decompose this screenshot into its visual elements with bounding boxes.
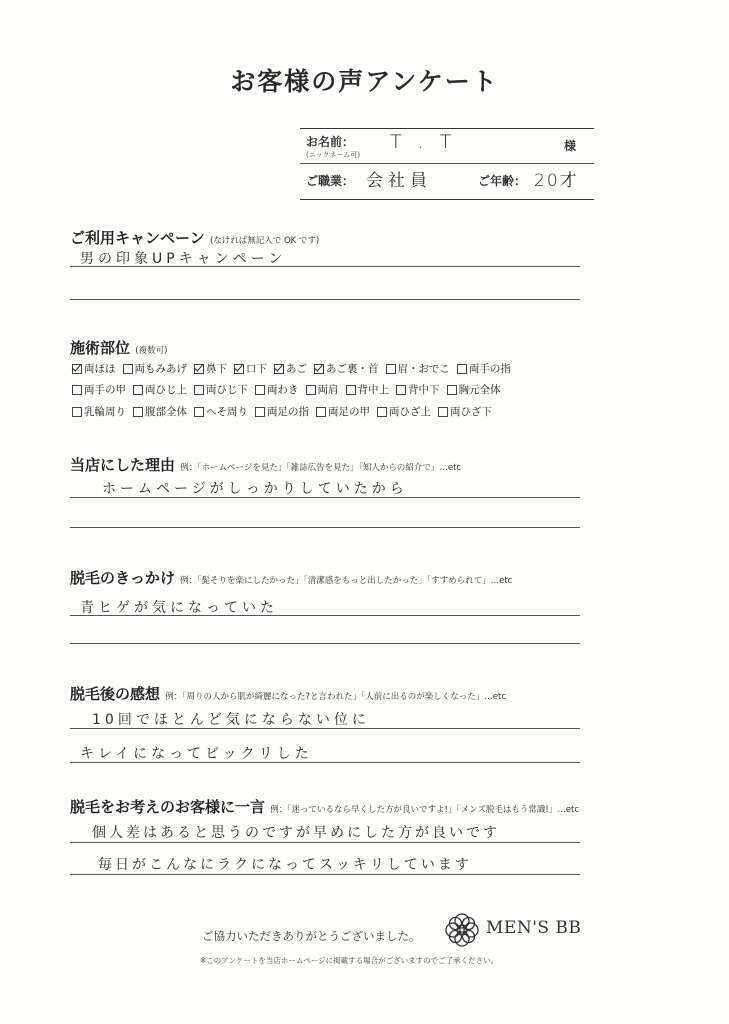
area-option-label: 両手の甲	[84, 384, 126, 396]
area-option-label: 両ひじ上	[145, 384, 187, 396]
message-answer-1: 個人差はあると思うのですが早めにした方が良いです	[92, 825, 500, 841]
checked-box-icon[interactable]	[234, 364, 244, 374]
area-option[interactable]	[396, 382, 440, 397]
notice-text: ※このアンケートを当店ホームページに掲載する場合がございますのでご了承ください。	[200, 956, 499, 965]
checkbox-icon[interactable]	[133, 385, 143, 395]
impression-heading	[70, 683, 506, 704]
area-option-label: 両ひざ上	[389, 406, 431, 418]
checked-box-icon[interactable]	[274, 364, 284, 374]
area-option-label: 両肩	[317, 384, 339, 396]
area-option-label: 口下	[246, 363, 267, 375]
checkbox-icon[interactable]	[133, 407, 143, 417]
reason-heading	[70, 454, 461, 475]
area-option-label: 鼻下	[206, 363, 227, 375]
area-option[interactable]	[314, 361, 379, 376]
area-option[interactable]	[438, 404, 492, 419]
area-option[interactable]	[234, 361, 267, 376]
area-option-label: 両ほほ	[84, 363, 116, 375]
age-value: 20才	[534, 171, 579, 191]
area-option[interactable]	[316, 404, 370, 419]
impression-answer-1: 10回でほとんど気にならない位に	[92, 712, 370, 728]
message-line-1	[70, 842, 580, 843]
area-option[interactable]	[306, 382, 339, 397]
checkbox-icon[interactable]	[447, 385, 457, 395]
age-label: ご年齢：	[478, 174, 527, 188]
area-option[interactable]	[194, 361, 227, 376]
reason-line-1	[70, 497, 580, 498]
checkbox-icon[interactable]	[386, 364, 396, 374]
area-option[interactable]	[457, 361, 511, 376]
area-option-label: あご裏・首	[326, 363, 379, 375]
area-option-label: 腹部全体	[145, 406, 187, 418]
checkbox-icon[interactable]	[255, 407, 265, 417]
checkbox-icon[interactable]	[316, 407, 326, 417]
trigger-line-2	[70, 643, 580, 644]
campaign-line-2	[70, 299, 580, 300]
reason-line-2	[70, 527, 580, 528]
area-option[interactable]	[194, 382, 248, 397]
campaign-note: (なければ無記入で OK です)	[209, 236, 320, 246]
area-option[interactable]	[274, 361, 307, 376]
checkbox-icon[interactable]	[438, 407, 448, 417]
area-option-label: 両もみあげ	[134, 363, 187, 375]
area-option-label: 背中上	[357, 384, 389, 396]
message-line-2	[70, 874, 580, 875]
area-row-1	[72, 361, 518, 377]
area-option-label: 両ひざ下	[450, 406, 492, 418]
area-option-label: 両わき	[267, 384, 299, 396]
trigger-heading	[70, 567, 512, 588]
checked-box-icon[interactable]	[194, 364, 204, 374]
area-row-2	[72, 382, 508, 398]
trigger-line-1	[70, 615, 580, 616]
sama-label: 様	[564, 139, 577, 153]
area-note: (複数可)	[135, 346, 168, 356]
checkbox-icon[interactable]	[194, 385, 204, 395]
area-option[interactable]	[255, 404, 309, 419]
checkbox-icon[interactable]	[377, 407, 387, 417]
name-value: T . T	[390, 131, 457, 153]
checkbox-icon[interactable]	[396, 385, 406, 395]
job-label: ご職業：	[306, 174, 355, 188]
impression-label: 脱毛後の感想	[70, 685, 161, 703]
page-title: お客様の声アンケート	[230, 67, 499, 96]
reason-answer: ホームページがしっかりしていたから	[102, 481, 408, 497]
checkbox-icon[interactable]	[255, 385, 265, 395]
trigger-note: 例：「髭そりを楽にしたかった」「清潔感をもっと出したかった」「すすめられて」…etc	[180, 576, 513, 586]
area-label: 施術部位	[70, 339, 131, 357]
area-option[interactable]	[377, 404, 431, 419]
area-row-3	[72, 404, 499, 420]
area-option[interactable]	[123, 361, 188, 376]
area-option-label: 胸元全体	[458, 384, 501, 396]
area-option-label: 両足の指	[267, 406, 309, 418]
campaign-heading	[70, 227, 319, 248]
area-option-label: 両手の指	[468, 363, 511, 375]
area-option[interactable]	[72, 382, 126, 397]
area-option-label: 眉・おでこ	[397, 363, 450, 375]
brand-name: MEN'S BB	[486, 918, 582, 938]
reason-label: 当店にした理由	[70, 456, 176, 474]
checkbox-icon[interactable]	[346, 385, 356, 395]
message-answer-2: 毎日がこんなにラクになってスッキリしています	[98, 857, 472, 873]
area-heading	[70, 337, 167, 358]
checked-box-icon[interactable]	[72, 364, 82, 374]
checkbox-icon[interactable]	[123, 364, 133, 374]
area-option[interactable]	[386, 361, 450, 376]
area-option-label: 両足の甲	[328, 406, 370, 418]
area-option-label: へそ周り	[206, 406, 248, 418]
area-option[interactable]	[133, 382, 187, 397]
campaign-label: ご利用キャンペーン	[70, 229, 205, 247]
campaign-answer: 男の印象UPキャンペーン	[80, 251, 287, 267]
checkbox-icon[interactable]	[457, 364, 467, 374]
thanks-text: ご協力いただきありがとうございました。	[202, 929, 421, 943]
message-note: 例：「迷っているなら早くした方が良いですよ!」「メンズ脱毛はもう常識!」…etc	[270, 805, 580, 815]
checkbox-icon[interactable]	[194, 407, 204, 417]
name-sublabel: (ニックネーム可)	[306, 151, 361, 159]
impression-answer-2: キレイになってビックリした	[80, 746, 313, 762]
message-label: 脱毛をお考えのお客様に一言	[70, 798, 266, 816]
job-value: 会社員	[366, 171, 432, 191]
impression-line-1	[70, 728, 580, 729]
area-option[interactable]	[346, 382, 390, 397]
checkbox-icon[interactable]	[72, 407, 82, 417]
area-option-label: あご	[286, 363, 307, 375]
checked-box-icon[interactable]	[314, 364, 324, 374]
trigger-label: 脱毛のきっかけ	[70, 569, 176, 587]
message-heading	[70, 796, 579, 817]
area-option-label: 背中下	[408, 384, 440, 396]
area-option[interactable]	[133, 404, 187, 419]
area-option-label: 乳輪周り	[84, 406, 126, 418]
campaign-line-1	[70, 266, 580, 267]
reason-note: 例：「ホームページを見た」「雑誌広告を見た」「知人からの紹介で」…etc	[180, 463, 462, 473]
area-option-label: 両ひじ下	[206, 384, 248, 396]
impression-note: 例：「周りの人から肌が綺麗になった?と言われた」「人前に出るのが楽しくなった」…etc	[165, 692, 507, 702]
area-option[interactable]	[72, 404, 126, 419]
checkbox-icon[interactable]	[306, 385, 316, 395]
name-label: お名前：	[306, 135, 355, 149]
area-option[interactable]	[447, 382, 501, 397]
info-divider	[300, 163, 594, 164]
trigger-answer: 青ヒゲが気になっていた	[80, 600, 278, 616]
checkbox-icon[interactable]	[72, 385, 82, 395]
impression-line-2	[70, 762, 580, 763]
area-option[interactable]	[194, 404, 248, 419]
area-option[interactable]	[255, 382, 299, 397]
area-option[interactable]	[72, 361, 116, 376]
brand-logo-icon	[444, 912, 480, 948]
